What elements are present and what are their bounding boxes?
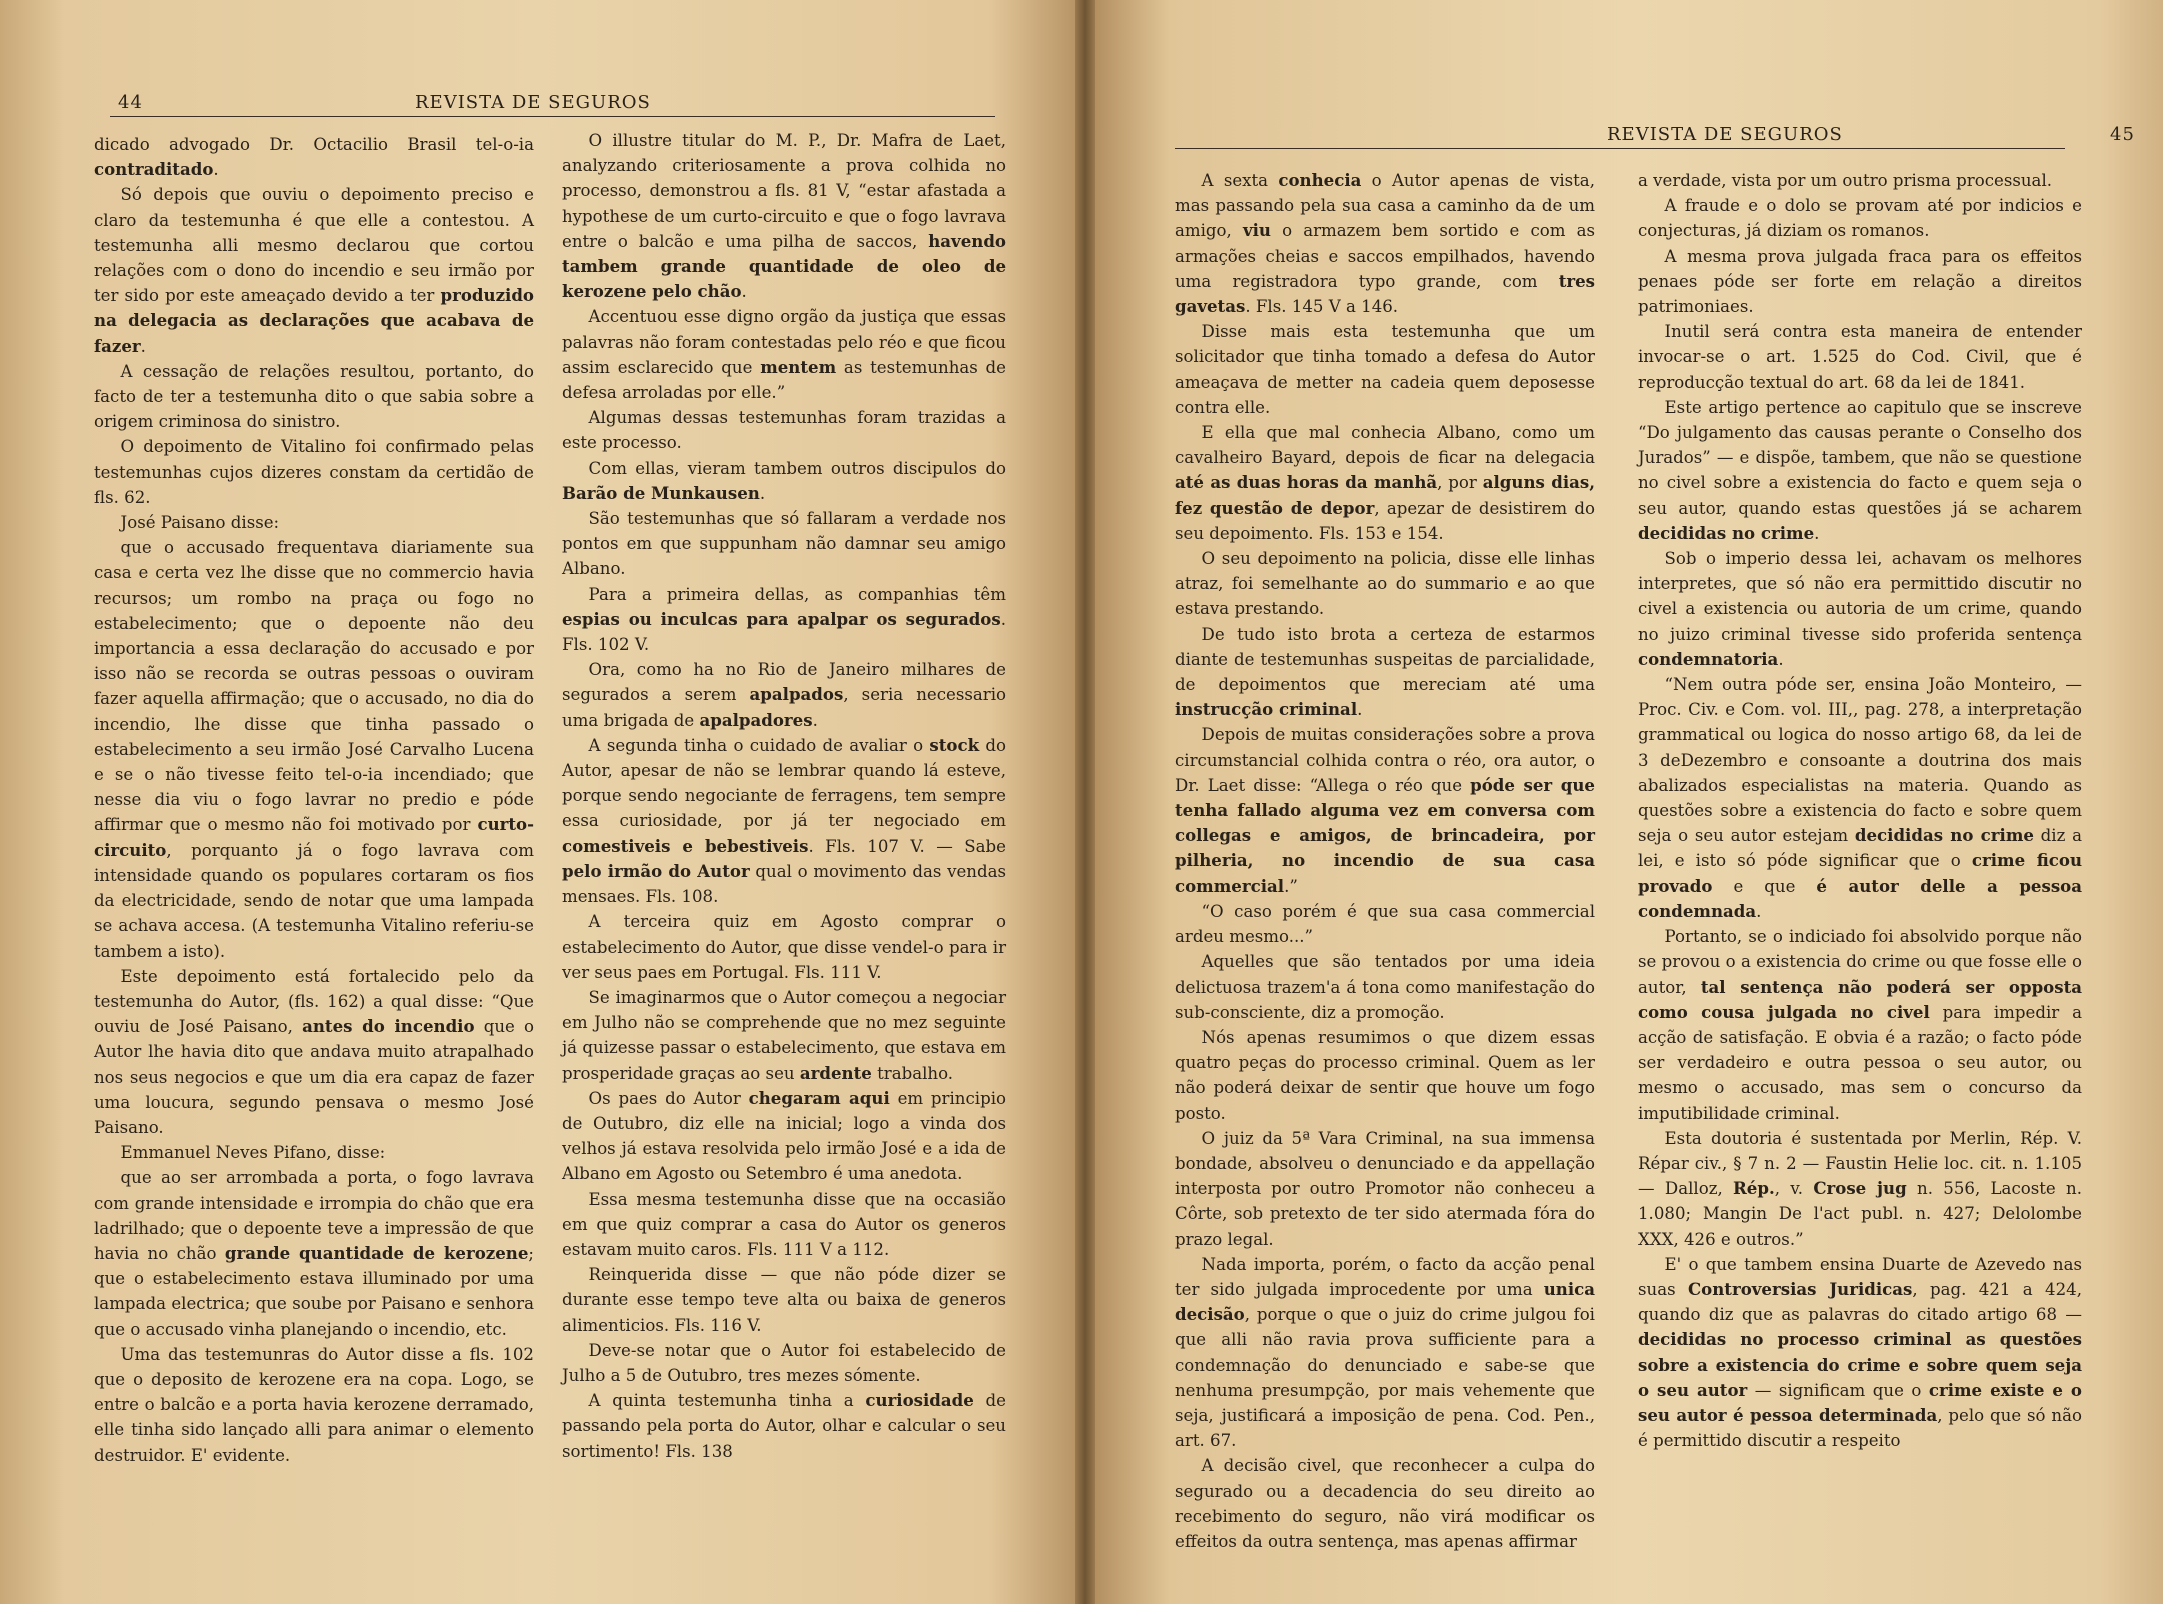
paragraph-text: . xyxy=(759,483,766,503)
paragraph-text: . Fls. 145 V a 146. xyxy=(1245,297,1399,317)
paragraph-text: , v. xyxy=(1774,1179,1814,1199)
paragraph xyxy=(1638,1252,2082,1454)
paragraph-text: São testemunhas que só fallaram a verdade nos pontos em que suppunham não damnar seu amigo Albano. xyxy=(562,509,1006,579)
emphasis-text: contraditado xyxy=(94,159,214,180)
emphasis-text: instrucção criminal xyxy=(1175,699,1358,720)
paragraph xyxy=(1175,899,1595,949)
paragraph xyxy=(1175,949,1595,1025)
paragraph-text: Este artigo pertence ao capitulo que se inscreve “Do julgamento das causas perante o Conselho dos Jurados” — e dispõe, tambem, que não se questione no civel sobre a existencia do facto e quem seja o seu autor, quando estas questões já se acharem xyxy=(1638,397,2082,518)
left-page-number: 44 xyxy=(118,92,143,113)
right-page xyxy=(1095,0,2163,1604)
paragraph xyxy=(1175,722,1595,898)
paragraph-text: . xyxy=(1778,649,1784,669)
paragraph-text: . xyxy=(140,336,146,356)
paragraph-text: Se imaginarmos que o Autor começou a negociar em Julho não se comprehende que no mez seguinte já quizesse passar o estabelecimento, que estava em prosperidade graças ao seu xyxy=(562,987,1006,1083)
paragraph-text: O illustre titular do M. P., Dr. Mafra de Laet, analyzando criteriosamente a prova colhida no processo, demonstrou a fls. 81 V, “estar afastada a hypothese de um curto-circuito e que o fogo lavrava entre o balcão e uma pilha de saccos, xyxy=(562,131,1006,251)
paragraph-text: Uma das testemunras do Autor disse a fls. 102 que o deposito de kerozene era na copa. Logo, se entre o balcão e a porta havia kerozene derramado, elle tinha sido lançado alli para animar o elemento destruidor. E' evidente. xyxy=(94,1344,534,1465)
emphasis-text: apalpadores xyxy=(699,709,813,730)
paragraph-text: A mesma prova julgada fraca para os effeitos penaes póde ser forte em relação a direitos patrimoniaes. xyxy=(1638,246,2082,317)
paragraph xyxy=(94,1165,534,1341)
paragraph-text: Este depoimento está fortalecido pelo da testemunha do Autor, (fls. 162) a qual disse: “Que ouviu de José Paisano, xyxy=(94,966,534,1037)
paragraph-text: . xyxy=(1814,523,1820,543)
emphasis-text: decididas no processo criminal as questões sobre a existencia do crime e sobre quem seja o seu autor xyxy=(1638,1329,2082,1400)
paragraph xyxy=(562,1388,1006,1464)
paragraph-text: Portanto, se o indiciado foi absolvido porque não se provou o a existencia do crime ou que fosse elle o autor, xyxy=(1638,927,2082,997)
paragraph xyxy=(94,434,534,510)
paragraph xyxy=(562,985,1006,1086)
paragraph xyxy=(1638,546,2082,672)
emphasis-text: espias ou inculcas para apalpar os segurados xyxy=(562,608,1001,629)
emphasis-text: ardente xyxy=(799,1062,872,1083)
paragraph-text: O juiz da 5ª Vara Criminal, na sua immensa bondade, absolveu o denunciado e da appellação interposta por outro Promotor não conheceu a Côrte, sob pretexto de ter sido atermada fóra do prazo legal. xyxy=(1175,1128,1595,1249)
paragraph-text: Essa mesma testemunha disse que na occasião em que quiz comprar a casa do Autor os generos estavam muito caros. Fls. 111 V a 112. xyxy=(562,1189,1006,1259)
paragraph-text: n. 556, Lacoste n. 1.080; Mangin De l'act publ. n. 427; Delolombe XXX, 426 e outros.” xyxy=(1638,1179,2082,1249)
emphasis-text: grande quantidade de kerozene xyxy=(224,1242,529,1263)
emphasis-text: produzido na delegacia as declarações que acabava de fazer xyxy=(94,285,534,356)
paragraph-text: de passando pela porta do Autor, olhar e calcular o seu sortimento! Fls. 138 xyxy=(562,1391,1007,1461)
paragraph xyxy=(1638,672,2082,924)
paragraph-text: as testemunhas de defesa arroladas por elle.” xyxy=(562,357,1006,403)
emphasis-text: alguns dias, fez questão de depor xyxy=(1175,472,1595,518)
emphasis-text: Controversias Juridicas xyxy=(1687,1278,1913,1299)
paragraph-text: , apezar de desistirem do seu depoimento. Fls. 153 e 154. xyxy=(1175,498,1595,543)
paragraph-text: Disse mais esta testemunha que um solicitador que tinha tomado a defesa do Autor ameaçava de metter na cadeia quem deposesse contra elle. xyxy=(1175,322,1595,417)
paragraph-text: A decisão civel, que reconhecer a culpa do segurado ou a decadencia do seu direito ao recebimento do seguro, não virá modificar os effeitos da outra sentença, mas apenas affirmar xyxy=(1175,1456,1595,1551)
paragraph-text: Ora, como ha no Rio de Janeiro milhares de segurados a serem xyxy=(562,660,1006,705)
emphasis-text: pelo irmão do Autor xyxy=(562,860,750,881)
paragraph-text: ; que o estabelecimento estava illuminado por uma lampada electrica; que soube por Paisano e senhora que o accusado vinha planejando o incendio, etc. xyxy=(94,1243,534,1339)
paragraph xyxy=(1175,319,1595,420)
paragraph-text: , pelo que só não é permittido discutir a respeito xyxy=(1638,1405,2082,1451)
paragraph xyxy=(562,582,1006,658)
paragraph-text: E' o que tambem ensina Duarte de Azevedo nas suas xyxy=(1638,1254,2082,1299)
paragraph-text: Inutil será contra esta maneira de entender invocar-se o art. 1.525 do Cod. Civil, que é reproducção textual do art. 68 da lei de 1841. xyxy=(1638,322,2082,392)
paragraph xyxy=(94,964,534,1140)
paragraph-text: , porque o que o juiz do crime julgou foi que alli não ravia prova sufficiente para a condemnação do denunciado e sabe-se que nenhuma presumpção, por mais vehemente que seja, justificará a imposição de pena. Cod. Pen., art. 67. xyxy=(1175,1305,1595,1451)
paragraph-text: o armazem bem sortido e com as armações cheias e saccos empilhados, havendo uma registradora typo grande, com xyxy=(1175,221,1595,291)
emphasis-text: chegaram aqui xyxy=(748,1087,890,1108)
paragraph-text: O seu depoimento na policia, disse elle linhas atraz, foi semelhante ao do summario e ao que estava prestando. xyxy=(1175,549,1595,619)
right-column-2 xyxy=(1638,168,2082,1453)
paragraph xyxy=(562,128,1006,304)
paragraph-text: A fraude e o dolo se provam até por indicios e conjecturas, já diziam os romanos. xyxy=(1638,196,2082,241)
paragraph-text: para impedir a acção de satisfação. E obvia é a razão; o facto póde ser verdadeiro e outra pessoa o seu autor, ou mesmo o accusado, mas sem o concurso da imputibilidade criminal. xyxy=(1638,1002,2082,1123)
paragraph-text: . Fls. 107 V. — Sabe xyxy=(808,836,1007,856)
emphasis-text: crime ficou provado xyxy=(1638,850,2083,896)
paragraph-text: dicado advogado Dr. Octacilio Brasil tel-o-ia xyxy=(94,135,534,154)
emphasis-text: condemnatoria xyxy=(1638,648,1779,669)
paragraph-text: Algumas dessas testemunhas foram trazidas a este processo. xyxy=(562,408,1006,453)
paragraph-text: . xyxy=(1756,901,1762,921)
emphasis-text: mentem xyxy=(760,356,837,377)
emphasis-text: antes do incendio xyxy=(302,1016,475,1037)
paragraph-text: José Paisano disse: xyxy=(120,513,280,533)
left-running-title: REVISTA DE SEGUROS xyxy=(415,92,651,113)
paragraph-text: , por xyxy=(1437,473,1483,493)
paragraph xyxy=(1638,924,2082,1126)
paragraph xyxy=(1638,1126,2082,1252)
paragraph-text: Emmanuel Neves Pifano, disse: xyxy=(120,1143,386,1163)
paragraph xyxy=(1638,395,2082,546)
paragraph xyxy=(1175,168,1595,319)
emphasis-text: conhecia xyxy=(1278,170,1362,190)
left-header xyxy=(110,92,995,117)
paragraph xyxy=(1175,1252,1595,1454)
right-page-number: 45 xyxy=(2110,124,2135,145)
paragraph-text: , seria necessario uma brigada de xyxy=(562,685,1006,730)
paragraph xyxy=(1175,546,1595,622)
paragraph xyxy=(1175,1025,1595,1126)
paragraph-text: Depois de muitas considerações sobre a prova circumstancial colhida contra o réo, ora autor, o Dr. Laet disse: “Allega o réo que xyxy=(1175,725,1595,795)
emphasis-text: decididas no crime xyxy=(1638,522,1815,543)
paragraph xyxy=(1175,622,1595,723)
paragraph-text: em principio de Outubro, diz elle na inicial; logo a vinda dos velhos já estava resolvida pelo irmão José e a ida de Albano em Agosto ou Setembro é uma anedota. xyxy=(562,1088,1006,1184)
paragraph-text: Só depois que ouviu o depoimento preciso e claro da testemunha é que elle a contestou. A testemunha alli mesmo declarou que cortou relações com o dono do incendio e seu irmão por ter sido por este ameaçado devido a ter xyxy=(94,185,534,306)
paragraph xyxy=(562,1187,1006,1263)
paragraph xyxy=(94,1140,534,1165)
paragraph-text: o Autor apenas de vista, mas passando pela sua casa a caminho da de um amigo, xyxy=(1175,171,1595,241)
right-running-title: REVISTA DE SEGUROS xyxy=(1607,124,1843,145)
paragraph-text: . Fls. 102 V. xyxy=(562,609,1006,655)
paragraph-text: a verdade, vista por um outro prisma processual. xyxy=(1638,171,2053,190)
emphasis-text: tal sentença não poderá ser opposta como cousa julgada no civel xyxy=(1638,976,2082,1022)
paragraph xyxy=(1638,193,2082,243)
paragraph xyxy=(94,182,534,358)
paragraph-text: qual o movimento das vendas mensaes. Fls. 108. xyxy=(562,861,1006,907)
paragraph-text: O depoimento de Vitalino foi confirmado pelas testemunhas cujos dizeres constam da certidão de fls. 62. xyxy=(94,437,534,507)
paragraph xyxy=(562,405,1006,455)
paragraph-text: A quinta testemunha tinha a xyxy=(588,1391,866,1411)
paragraph xyxy=(94,535,534,963)
paragraph-text: . xyxy=(812,710,818,730)
left-page xyxy=(0,0,1075,1604)
paragraph xyxy=(94,359,534,435)
paragraph-text: Nós apenas resumimos o que dizem essas quatro peças do processo criminal. Quem as ler não poderá deixar de sentir que houve um fogo posto. xyxy=(1175,1027,1595,1123)
paragraph-text: De tudo isto brota a certeza de estarmos diante de testemunhas suspeitas de parcialidade, de depoimentos que mereciam até uma xyxy=(1175,624,1595,695)
emphasis-text: comestiveis e bebestiveis xyxy=(562,835,809,856)
paragraph-text: e que xyxy=(1712,876,1817,896)
paragraph-text: Os paes do Autor xyxy=(588,1088,749,1108)
emphasis-text: viu xyxy=(1242,220,1271,241)
paragraph-text: A segunda tinha o cuidado de avaliar o xyxy=(588,735,930,755)
paragraph-text: E ella que mal conhecia Albano, como um cavalheiro Bayard, depois de ficar na delegacia xyxy=(1175,423,1595,468)
left-column-2 xyxy=(562,128,1006,1464)
emphasis-text: stock xyxy=(929,734,980,755)
paragraph xyxy=(94,132,534,182)
paragraph-text: Reinquerida disse — que não póde dizer se durante esse tempo teve alta ou baixa de generos alimenticios. Fls. 116 V. xyxy=(562,1265,1006,1335)
paragraph-text: trabalho. xyxy=(871,1063,954,1083)
paragraph-text: A sexta xyxy=(1201,171,1279,190)
paragraph-text: “Nem outra póde ser, ensina João Monteiro, — Proc. Civ. e Com. vol. III,, pag. 278, a interpretação grammatical ou logica do nosso artigo 68, da lei de 3 deDezembro e consoante a doutrina dos mais abalizados especialistas na materia. Quando as questões sobre a existencia do facto e sobre quem seja o seu autor estejam xyxy=(1638,675,2082,846)
book-gutter xyxy=(1075,0,1095,1604)
paragraph xyxy=(562,456,1006,506)
paragraph xyxy=(562,506,1006,582)
left-column-1 xyxy=(94,132,534,1468)
emphasis-text: Barão de Munkausen xyxy=(562,482,760,503)
paragraph-text: Sob o imperio dessa lei, achavam os melhores interpretes, que só não era permittido discutir no civel a existencia ou autoria de um crime, quando no juizo criminal tivesse sido proferida sentença xyxy=(1638,549,2082,644)
paragraph-text: , porquanto já o fogo lavrava com intensidade quando os populares cortaram os fios da electricidade, sendo de notar que uma lampada se achava accesa. (A testemunha Vitalino referiu-se tambem a isto). xyxy=(94,840,534,961)
paragraph xyxy=(562,657,1006,733)
emphasis-text: havendo tambem grande quantidade de oleo de kerozene pelo chão xyxy=(562,230,1006,302)
paragraph xyxy=(1175,1126,1595,1252)
paragraph xyxy=(1175,1453,1595,1554)
emphasis-text: Rép. xyxy=(1733,1178,1775,1199)
emphasis-text: apalpados xyxy=(749,684,844,705)
paragraph-text: A cessação de relações resultou, portanto, do facto de ter a testemunha dito o que sabia sobre a origem criminosa do sinistro. xyxy=(94,361,534,432)
paragraph-text: , pag. 421 a 424, quando diz que as palavras do citado artigo 68 — xyxy=(1638,1279,2082,1325)
emphasis-text: crime existe e o seu autor é pessoa determinada xyxy=(1638,1379,2082,1425)
paragraph-text: Aquelles que são tentados por uma ideia delictuosa trazem'a á tona como manifestação do sub-consciente, diz a promoção. xyxy=(1175,952,1595,1022)
paragraph-text: diz a lei, e isto só póde significar que o xyxy=(1638,826,2082,871)
paragraph xyxy=(562,1086,1006,1187)
paragraph xyxy=(562,1262,1006,1338)
paragraph-text: Accentuou esse digno orgão da justiça que essas palavras não foram contestadas pelo réo e que ficou assim esclarecido que xyxy=(562,307,1006,377)
paragraph-text: .” xyxy=(1284,876,1298,896)
paragraph-text: Nada importa, porém, o facto da acção penal ter sido julgada improcedente por uma xyxy=(1175,1254,1595,1299)
paragraph-text: que o accusado frequentava diariamente sua casa e certa vez lhe disse que no commercio havia recursos; um rombo na praça ou fogo no estabelecimento; que o depoente não deu importancia a essa declaração do accusado e por isso não se recorda se outras pessoas o ouviram fazer aquella affirmação; que o accusado, no dia do incendio, lhe disse que tinha passado o estabelecimento a seu irmão José Carvalho Lucena e se o não tivesse feito tel-o-ia incendiado; que nesse dia viu o fogo lavrar no predio e póde affirmar que o mesmo não foi motivado por xyxy=(94,538,534,835)
paragraph-text: . xyxy=(213,160,219,180)
paragraph-text: “O caso porém é que sua casa commercial ardeu mesmo...” xyxy=(1175,901,1595,947)
paragraph xyxy=(562,733,1006,909)
paragraph-text: Deve-se notar que o Autor foi estabelecido de Julho a 5 de Outubro, tres mezes sómente. xyxy=(562,1340,1006,1385)
paragraph-text: — significam que o xyxy=(1747,1380,1929,1400)
paragraph xyxy=(562,1338,1006,1388)
emphasis-text: é autor delle a pessoa condemnada xyxy=(1638,875,2082,921)
emphasis-text: póde ser que tenha fallado alguma vez em conversa com collegas e amigos, de brincadeira, por pilheria, no incendio de sua casa commercial xyxy=(1175,774,1595,896)
emphasis-text: unica decisão xyxy=(1175,1278,1595,1325)
paragraph xyxy=(1638,168,2082,193)
emphasis-text: tres gavetas xyxy=(1175,270,1595,317)
paragraph-text: . xyxy=(1357,700,1363,720)
paragraph xyxy=(1638,319,2082,395)
right-header xyxy=(1175,124,2135,149)
paragraph-text: que ao ser arrombada a porta, o fogo lavrava com grande intensidade e irrompia do chão que era ladrilhado; que o depoente teve a impressão de que havia no chão xyxy=(94,1168,534,1263)
paragraph xyxy=(94,510,534,535)
emphasis-text: curto-circuito xyxy=(94,814,534,860)
paragraph-text: do Autor, apesar de não se lembrar quando lá esteve, porque sendo negociante de ferragens, tem sempre essa curiosidade, por já ter negociado em xyxy=(562,735,1006,831)
paragraph xyxy=(562,304,1006,405)
paragraph xyxy=(94,1342,534,1468)
paragraph xyxy=(1638,244,2082,320)
emphasis-text: decididas no crime xyxy=(1854,825,2034,846)
paragraph-text: que o Autor lhe havia dito que andava muito atrapalhado nos seus negocios e que um dia era capaz de fazer uma loucura, segundo pensava o mesmo José Paisano. xyxy=(94,1017,534,1137)
emphasis-text: curiosidade xyxy=(865,1390,974,1411)
paragraph-text: Com ellas, vieram tambem outros discipulos do xyxy=(588,458,1006,478)
paragraph-text: Esta doutoria é sustentada por Merlin, Rép. V. Répar civ., § 7 n. 2 — Faustin Helie loc. cit. n. 1.105 — Dalloz, xyxy=(1638,1128,2082,1199)
paragraph-text: Para a primeira dellas, as companhias têm xyxy=(588,584,1006,604)
emphasis-text: Crose jug xyxy=(1813,1178,1907,1199)
right-column-1 xyxy=(1175,168,1595,1554)
paragraph-text: . xyxy=(741,282,747,302)
paragraph xyxy=(1175,420,1595,546)
paragraph xyxy=(562,909,1006,985)
emphasis-text: até as duas horas da manhã xyxy=(1175,472,1438,493)
paragraph-text: A terceira quiz em Agosto comprar o estabelecimento do Autor, que disse vendel-o para ir ver seus paes em Portugal. Fls. 111 V. xyxy=(562,912,1006,982)
